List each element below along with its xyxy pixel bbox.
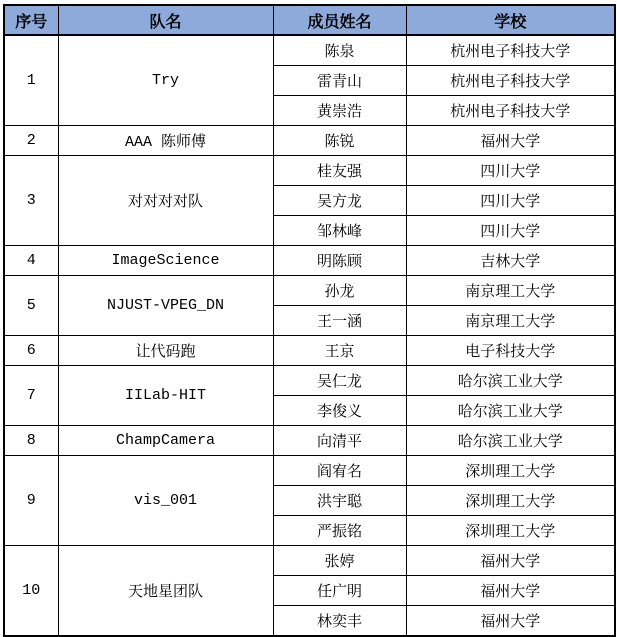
team-name-cell: vis_001 — [58, 456, 273, 546]
school-cell: 福州大学 — [406, 546, 615, 576]
seq-cell: 10 — [4, 546, 58, 637]
member-name-cell: 阎宥名 — [273, 456, 406, 486]
table-row — [4, 126, 615, 156]
member-name-cell: 雷青山 — [273, 66, 406, 96]
seq-cell: 4 — [4, 246, 58, 276]
table-row — [4, 336, 615, 366]
member-name-cell: 王京 — [273, 336, 406, 366]
school-cell: 吉林大学 — [406, 246, 615, 276]
member-name-cell: 桂友强 — [273, 156, 406, 186]
table-row — [4, 276, 615, 306]
member-name-cell: 张婷 — [273, 546, 406, 576]
header-school: 学校 — [406, 5, 615, 35]
team-name-cell: AAA 陈师傅 — [58, 126, 273, 156]
school-cell: 深圳理工大学 — [406, 516, 615, 546]
header-member-name: 成员姓名 — [273, 5, 406, 35]
seq-cell: 1 — [4, 35, 58, 126]
table-row — [4, 366, 615, 396]
school-cell: 哈尔滨工业大学 — [406, 396, 615, 426]
school-cell: 深圳理工大学 — [406, 486, 615, 516]
member-name-cell: 王一涵 — [273, 306, 406, 336]
seq-cell: 8 — [4, 426, 58, 456]
table-row — [4, 35, 615, 66]
school-cell: 南京理工大学 — [406, 276, 615, 306]
school-cell: 福州大学 — [406, 126, 615, 156]
school-cell: 四川大学 — [406, 156, 615, 186]
school-cell: 四川大学 — [406, 216, 615, 246]
member-name-cell: 邹林峰 — [273, 216, 406, 246]
table-row — [4, 456, 615, 486]
school-cell: 哈尔滨工业大学 — [406, 426, 615, 456]
member-name-cell: 林奕丰 — [273, 606, 406, 637]
member-name-cell: 陈锐 — [273, 126, 406, 156]
member-name-cell: 严振铭 — [273, 516, 406, 546]
school-cell: 杭州电子科技大学 — [406, 35, 615, 66]
member-name-cell: 孙龙 — [273, 276, 406, 306]
school-cell: 南京理工大学 — [406, 306, 615, 336]
team-name-cell: 让代码跑 — [58, 336, 273, 366]
school-cell: 杭州电子科技大学 — [406, 66, 615, 96]
seq-cell: 7 — [4, 366, 58, 426]
team-name-cell: 对对对对队 — [58, 156, 273, 246]
member-name-cell: 吴方龙 — [273, 186, 406, 216]
team-name-cell: NJUST-VPEG_DN — [58, 276, 273, 336]
member-name-cell: 任广明 — [273, 576, 406, 606]
school-cell: 电子科技大学 — [406, 336, 615, 366]
school-cell: 深圳理工大学 — [406, 456, 615, 486]
school-cell: 杭州电子科技大学 — [406, 96, 615, 126]
table-row — [4, 546, 615, 576]
school-cell: 四川大学 — [406, 186, 615, 216]
seq-cell: 3 — [4, 156, 58, 246]
team-name-cell: IILab-HIT — [58, 366, 273, 426]
seq-cell: 5 — [4, 276, 58, 336]
member-name-cell: 黄崇浩 — [273, 96, 406, 126]
header-team-name: 队名 — [58, 5, 273, 35]
table-header-row — [4, 5, 615, 35]
header-seq: 序号 — [4, 5, 58, 35]
team-name-cell: ImageScience — [58, 246, 273, 276]
team-roster-table — [3, 4, 616, 637]
member-name-cell: 明陈顾 — [273, 246, 406, 276]
table-body — [4, 35, 615, 636]
table-row — [4, 156, 615, 186]
member-name-cell: 李俊义 — [273, 396, 406, 426]
member-name-cell: 洪宇聪 — [273, 486, 406, 516]
school-cell: 福州大学 — [406, 606, 615, 637]
member-name-cell: 向清平 — [273, 426, 406, 456]
member-name-cell: 吴仁龙 — [273, 366, 406, 396]
member-name-cell: 陈泉 — [273, 35, 406, 66]
school-cell: 哈尔滨工业大学 — [406, 366, 615, 396]
table-row — [4, 426, 615, 456]
seq-cell: 9 — [4, 456, 58, 546]
team-name-cell: ChampCamera — [58, 426, 273, 456]
school-cell: 福州大学 — [406, 576, 615, 606]
seq-cell: 2 — [4, 126, 58, 156]
team-name-cell: Try — [58, 35, 273, 126]
table-row — [4, 246, 615, 276]
team-name-cell: 天地星团队 — [58, 546, 273, 637]
seq-cell: 6 — [4, 336, 58, 366]
